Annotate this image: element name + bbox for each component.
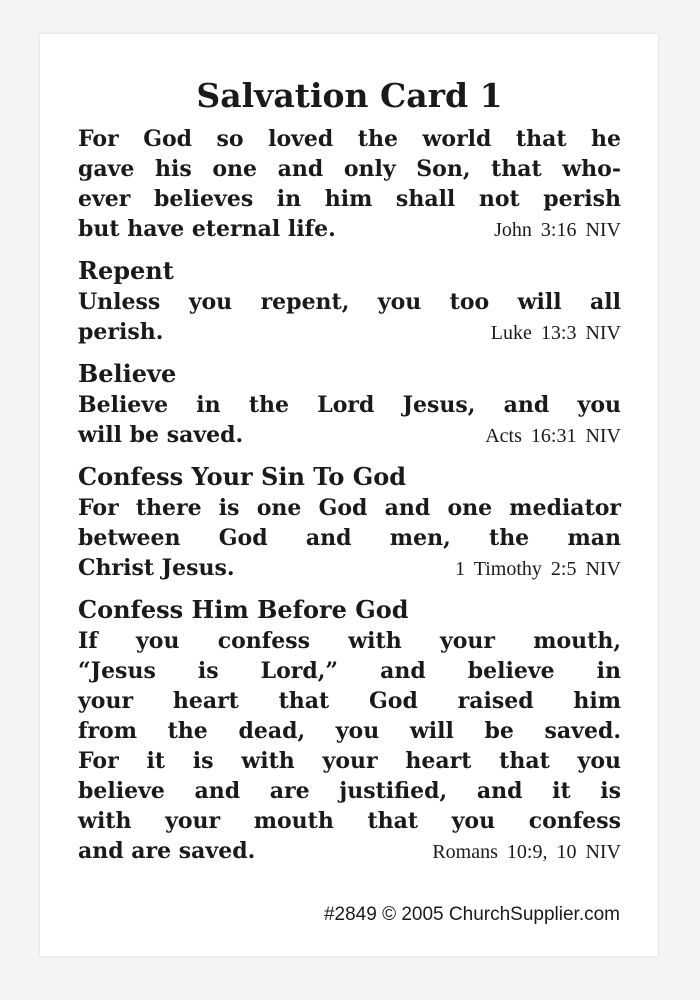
verse-line: For it is with your heart that you [78,748,621,774]
verse-line: from the dead, you will be saved. [78,718,621,744]
section-confess-sin [78,461,621,584]
card-footer: #2849 © 2005 ChurchSupplier.com [323,904,620,925]
verse-line: For there is one God and one mediator [78,495,621,521]
section-heading: Confess Him Before God [78,595,409,624]
intro-verse [78,124,621,245]
verse-line: Believe in the Lord Jesus, and you [78,392,621,418]
verse-line-end: but have eternal life. [78,216,336,242]
verse-last-line [78,214,621,245]
verse-reference: Luke 13:3 NIV [490,322,621,344]
verse-line-end: will be saved. [78,422,244,448]
verse-last-line [78,317,621,348]
verse-line: between God and men, the man [78,525,621,551]
verse-reference: John 3:16 NIV [494,219,621,241]
section-confess-him [78,594,621,867]
verse-line: For God so loved the world that he [78,126,621,152]
verse-last-line [78,420,621,451]
verse-line: with your mouth that you confess [78,808,621,834]
verse-line-end: perish. [78,319,164,345]
card-title: Salvation Card 1 [196,76,503,115]
section-heading: Believe [78,359,177,388]
verse-line-end: and are saved. [78,838,256,864]
verse-last-line [78,836,621,867]
card-content [78,72,621,867]
verse-line: “Jesus is Lord,” and believe in [78,658,621,684]
verse-line: your heart that God raised him [78,688,621,714]
verse-line: believe and are justified, and it is [78,778,621,804]
verse-line: If you confess with your mouth, [78,628,621,654]
section-believe [78,358,621,451]
verse-line-end: Christ Jesus. [78,555,235,581]
section-heading: Repent [78,256,174,285]
section-repent [78,255,621,348]
verse-reference: 1 Timothy 2:5 NIV [455,558,621,580]
section-heading: Confess Your Sin To God [78,462,407,491]
verse-reference: Acts 16:31 NIV [485,425,621,447]
verse-reference: Romans 10:9, 10 NIV [432,841,621,863]
verse-line: ever believes in him shall not perish [78,186,621,212]
verse-line: gave his one and only Son, that who- [78,156,621,182]
verse-line: Unless you repent, you too will all [78,289,621,315]
verse-last-line [78,553,621,584]
salvation-card [40,34,658,956]
